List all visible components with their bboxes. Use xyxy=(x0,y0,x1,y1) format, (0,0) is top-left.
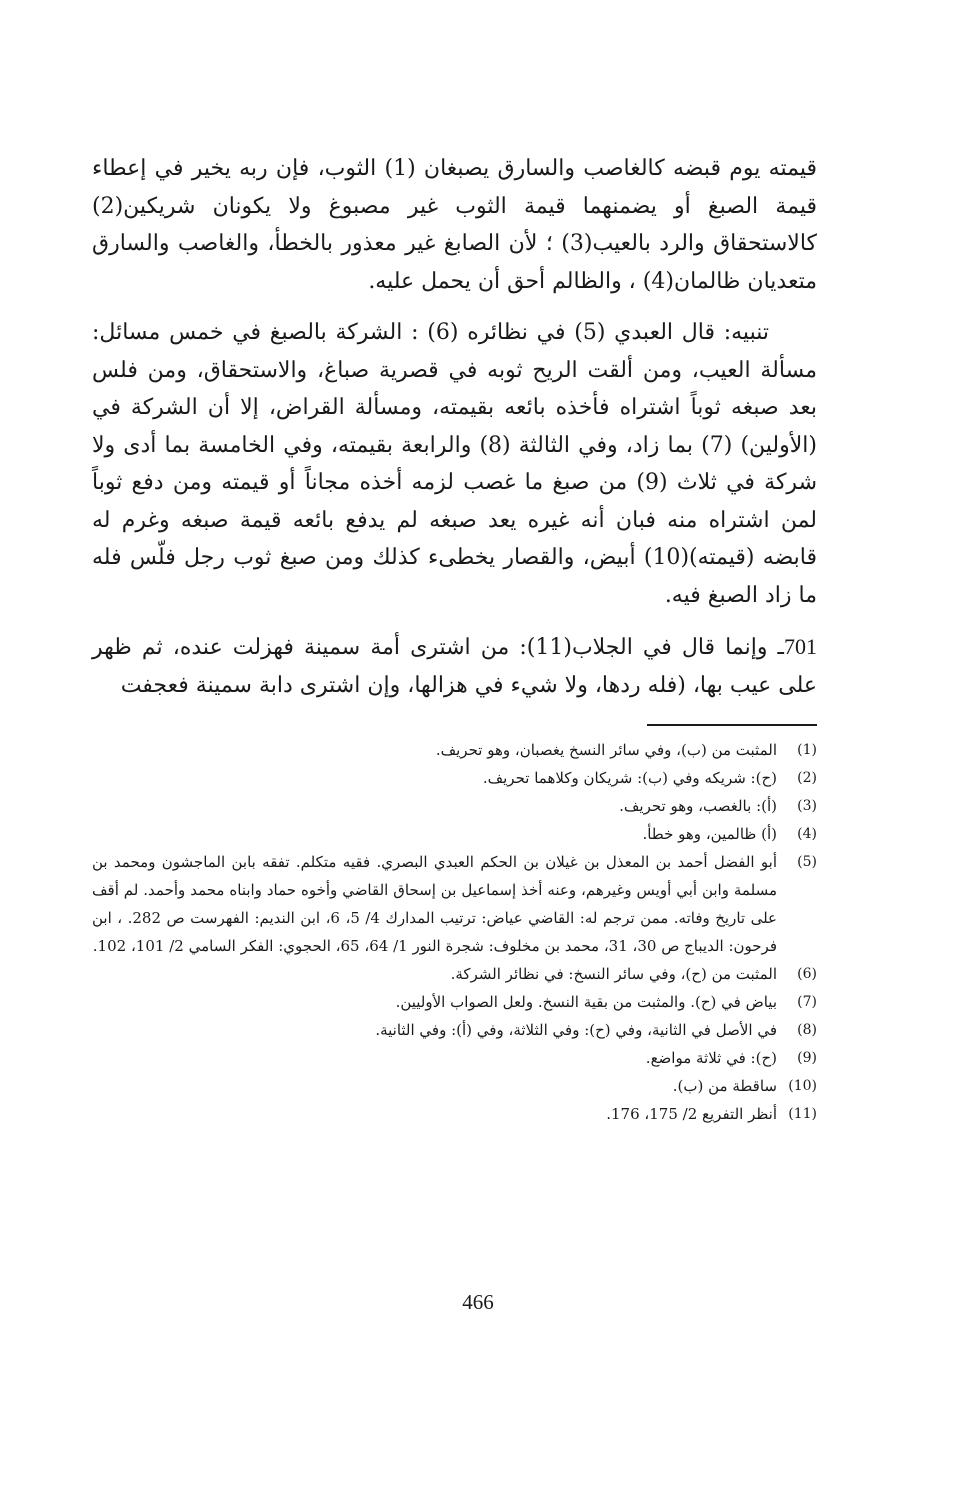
footnotes xyxy=(92,736,817,1128)
footnote-number: (10) xyxy=(788,1078,817,1094)
footnote-text: (أ) ظالمين، وهو خطأ. xyxy=(642,825,777,843)
footnote xyxy=(92,792,817,820)
footnote xyxy=(92,764,817,792)
footnote-text: (أ): بالغصب، وهو تحريف. xyxy=(619,797,777,815)
page-content xyxy=(92,150,817,1320)
main-text xyxy=(92,150,817,704)
footnote xyxy=(92,736,817,764)
footnote-text: ساقطة من (ب). xyxy=(672,1077,777,1095)
footnote-text: (ح): شريكه وفي (ب): شريكان وكلاهما تحريف. xyxy=(482,769,777,787)
footnote-text: المثبت من (ب)، وفي سائر النسخ يغصبان، وهو تحريف. xyxy=(435,741,777,759)
footnote-number: (4) xyxy=(797,826,817,842)
footnote-text: أنظر التفريع 2/ 175، 176. xyxy=(606,1105,777,1123)
paragraph-1: قيمته يوم قبضه كالغاصب والسارق يصبغان (1) الثوب، فإن ربه يخير في إعطاء قيمة الصبغ أو يضمنهما قيمة الثوب غير مصبوغ ولا يكونان شريكين(2) كالاستحقاق والرد بالعيب(3) ؛ لأن الصابغ غير معذور بالخطأ، والغاصب والسارق متعديان ظالمان(4) ، والظالم أحق أن يحمل عليه. xyxy=(92,156,817,294)
paragraph-number: 701 xyxy=(784,634,817,659)
footnote xyxy=(92,1044,817,1072)
footnote xyxy=(92,1072,817,1100)
footnote-number: (2) xyxy=(797,770,817,786)
footnote xyxy=(92,848,817,960)
footnote-number: (9) xyxy=(797,1050,817,1066)
paragraph-3 xyxy=(92,628,817,704)
footnote-text: (ح): في ثلاثة مواضع. xyxy=(645,1049,777,1067)
footnote xyxy=(92,960,817,988)
footnote xyxy=(92,1100,817,1128)
footnote-text: بياض في (ح). والمثبت من بقية النسخ. ولعل الصواب الأوليين. xyxy=(395,993,777,1011)
footnote-separator xyxy=(647,724,817,726)
footnote-number: (6) xyxy=(797,966,817,982)
footnote-number: (11) xyxy=(788,1106,817,1122)
paragraph-3-text: ـ وإنما قال في الجلاب(11): من اشترى أمة سمينة فهزلت عنده، ثم ظهر على عيب بها، (فله ردها، ولا شيء في هزالها، وإن اشترى دابة سمينة فعجفت xyxy=(92,635,817,698)
footnote-text: المثبت من (ح)، وفي سائر النسخ: في نظائر الشركة. xyxy=(450,965,777,983)
footnote-number: (1) xyxy=(797,742,817,758)
footnote xyxy=(92,820,817,848)
page-number: 466 xyxy=(462,1290,494,1314)
footnote-number: (7) xyxy=(797,994,817,1010)
footnote-text: أبو الفضل أحمد بن المعذل بن غيلان بن الحكم العبدي البصري. فقيه متكلم. تفقه بابن الماجشون ومحمد بن مسلمة وابن أبي أويس وغيرهم، وعنه أخذ إسماعيل بن إسحاق القاضي وأخوه حماد وابناه محمد وأحمد. لم أقف على تاريخ وفاته. ممن ترجم له: القاضي عياض: ترتيب المدارك 4/ 5، 6، ابن النديم: الفهرست ص 282. ، ابن فرحون: الديباج ص 30، 31، محمد بن مخلوف: شجرة النور 1/ 64، 65، الحجوي: الفكر السامي 2/ 101، 102. xyxy=(92,853,778,955)
footnote-text: في الأصل في الثانية، وفي (ح): وفي الثلاثة، وفي (أ): وفي الثانية. xyxy=(375,1021,777,1039)
footnote xyxy=(92,1016,817,1044)
footnote-number: (3) xyxy=(797,798,817,814)
footnote-number: (5) xyxy=(797,854,817,870)
footnote xyxy=(92,988,817,1016)
paragraph-2: تنبيه: قال العبدي (5) في نظائره (6) : الشركة بالصبغ في خمس مسائل: مسألة العيب، ومن ألقت الريح ثوبه في قصرية صباغ، والاستحقاق، ومن فلس بعد صبغه ثوباً اشتراه فأخذه بائعه بقيمته، ومسألة القراض، إلا أن الشركة في (الأولين) (7) بما زاد، وفي الثالثة (8) والرابعة بقيمته، وفي الخامسة بما أدى ولا شركة في ثلاث (9) من صبغ ما غصب لزمه أخذه مجاناً أو قيمته ومن دفع ثوباً لمن اشتراه منه فبان أنه غيره يعد صبغه لم يدفع بائعه قيمة صبغه وغرم له قابضه (قيمته)(10) أبيض، والقصار يخطىء كذلك ومن صبغ ثوب رجل فلّس فله ما زاد الصبغ فيه. xyxy=(92,320,818,608)
footnote-number: (8) xyxy=(797,1022,817,1038)
